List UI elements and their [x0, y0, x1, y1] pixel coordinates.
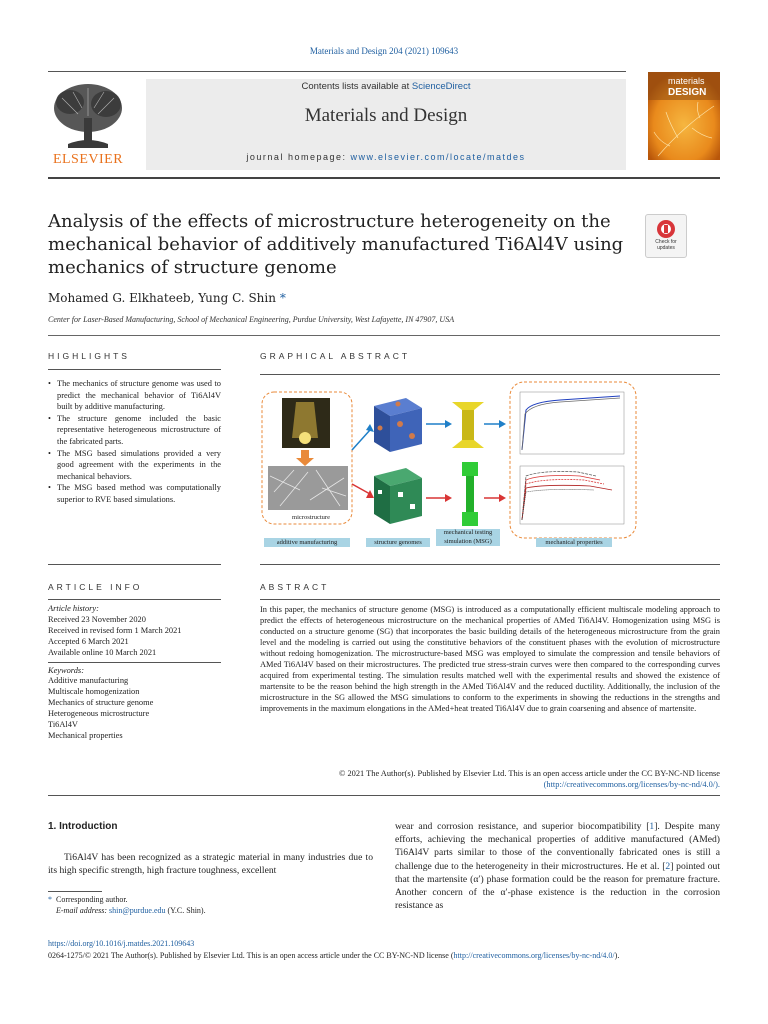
ga-label-additive-manufacturing: additive manufacturing: [264, 538, 350, 547]
highlight-item: • The mechanics of structure genome was used to predict the mechanical behavior of Ti6Al4V built by additive manufacturing.: [48, 378, 221, 413]
abstract-body: In this paper, the mechanics of structure genome (MSG) is introduced as a computationally efficient multiscale modeling approach to predict the effects of heterogeneous microstructure on the mechanical properties of AMed Ti6Al4V. Homogenization using MSG is conducted on a structure genome (SG) that incorporates the basic building details of the heterogeneous microstructure from the grain level and the modeling is carried out using the constitutive behaviors of the constituent phases with the evolution of microstructure without redoing homogenization. The microstructure-based MSG was employed to simulate the compression and tensile behaviors of AMed Ti6Al4V based on their microstructures. The predicted true stress-strain curves were then compared to the corresponding curves acquired from experimental testing. The simulation results matched well with the experimental results and showed the existence of martensite to be the reason behind the high strength in the AMed Ti6Al4V and the reduced ductility. Additionally, the inclusion of the microstructure in the SG allowed the MSG simulations to conform to the experiments in showing the reductions in the strengths and improvements in the maximum elongations in the AMed+heat treated Ti6Al4V due to grain coarsening and absence of martensite.: [260, 605, 720, 713]
doi-link[interactable]: https://doi.org/10.1016/j.matdes.2021.109643: [48, 939, 195, 948]
citation-link-2[interactable]: 2: [665, 860, 671, 872]
homepage-prefix: journal homepage:: [246, 152, 347, 162]
keyword-item: Mechanical properties: [48, 730, 123, 740]
graphical-abstract-figure[interactable]: [260, 380, 640, 552]
ga-label-mechanical-testing-1: mechanical testing: [443, 529, 493, 536]
journal-name: Materials and Design: [304, 105, 468, 126]
header-rule: [48, 71, 626, 72]
issn-end: ).: [614, 951, 620, 960]
contents-prefix: Contents lists available at: [301, 81, 410, 92]
footnote-rule: [48, 891, 102, 892]
article-info-heading: ARTICLE INFO: [48, 582, 143, 592]
copyright-text: © 2021 The Author(s). Published by Elsevier Ltd. This is an open access article under the CC BY-NC-ND license: [339, 769, 720, 778]
cover-title-1: materials: [668, 76, 705, 86]
highlight-item: • The MSG based method was computationally superior to RVE based simulations.: [48, 482, 221, 505]
highlights-list: [48, 378, 221, 506]
author-affiliation: Center for Laser-Based Manufacturing, School of Mechanical Engineering, Purdue University, West Lafayette, IN 47907, USA: [48, 315, 455, 324]
history-item: Accepted 6 March 2021: [48, 636, 129, 646]
footnote-mark: *: [48, 895, 52, 904]
author-names: Mohamed G. Elkhateeb, Yung C. Shin: [48, 291, 276, 305]
footnote: [48, 894, 206, 916]
check-updates-icon: [646, 217, 686, 241]
highlights-rule: [48, 369, 221, 370]
abstract-bottom-rule: [48, 795, 720, 796]
ga-label-mechanical-properties: mechanical properties: [536, 538, 612, 547]
header-divider: [48, 177, 720, 179]
check-for-updates-button[interactable]: [645, 214, 687, 258]
graphical-abstract-heading: GRAPHICAL ABSTRACT: [260, 351, 411, 361]
footnote-email-line: [56, 905, 206, 916]
highlights-heading: HIGHLIGHTS: [48, 351, 130, 361]
abstract-heading: ABSTRACT: [260, 582, 330, 592]
article-info: [48, 604, 228, 742]
history-item: Available online 10 March 2021: [48, 647, 157, 657]
graphical-abstract-bottom-rule: [260, 564, 720, 565]
email-label: E-mail address:: [56, 906, 108, 915]
check-updates-label: Check for updates: [655, 239, 677, 251]
introduction-column-2: [395, 820, 720, 912]
homepage-line: [146, 152, 626, 162]
intro-text-a: wear and corrosion resistance, and superior biocompatibility [: [395, 821, 650, 832]
history-item: Received in revised form 1 March 2021: [48, 625, 182, 635]
abstract-rule: [260, 599, 720, 600]
keywords-divider: [48, 662, 221, 663]
email-link[interactable]: shin@purdue.edu: [109, 906, 166, 915]
highlight-item: • The structure genome included the basic representative heterogeneous microstructure of the fabricated parts.: [48, 413, 221, 448]
keyword-item: Ti6Al4V: [48, 720, 78, 730]
ga-label-mechanical-testing-2: simulation (MSG): [444, 537, 492, 545]
ga-label-structure-genomes: structure genomes: [366, 538, 430, 547]
keywords-label: Keywords:: [48, 665, 84, 675]
highlights-bottom-rule: [48, 564, 221, 565]
corresponding-author-mark[interactable]: *: [279, 291, 286, 305]
intro-text-b: ]. Despite many efforts, achieving the mechanical properties of additive manufactured (AMed) Ti6Al4V parts similar to those of the conventionally fabricated ones is still a challenge due to the heterogeneity in their microstructures. He et al. [: [395, 821, 721, 872]
intro-text-c: ] pointed out that the martensite (α′) phase formation could be the reason for premature fracture. Another concern of the α′-phase existence is the reduction in the corrosion resistance as: [395, 860, 721, 912]
citation-link-1[interactable]: 1: [649, 821, 655, 832]
author-list: [48, 291, 286, 305]
graphical-abstract-drawing: [260, 380, 640, 552]
elsevier-wordmark: ELSEVIER: [52, 152, 124, 167]
homepage-link[interactable]: www.elsevier.com/locate/matdes: [350, 152, 526, 162]
issn-text: 0264-1275/© 2021 The Author(s). Published by Elsevier Ltd. This is an open access article under the CC BY-NC-ND license (: [48, 951, 454, 960]
abstract-copyright: [260, 768, 720, 790]
license-link[interactable]: (http://creativecommons.org/licenses/by-nc-nd/4.0/).: [543, 780, 720, 789]
sciencedirect-link[interactable]: ScienceDirect: [411, 81, 471, 92]
keyword-item: Additive manufacturing: [48, 676, 129, 686]
keyword-item: Heterogeneous microstructure: [48, 709, 150, 719]
footnote-line: Corresponding author.: [56, 895, 128, 904]
keyword-item: Multiscale homogenization: [48, 687, 140, 697]
history-label: Article history:: [48, 604, 99, 613]
ga-label-mechanical-testing: [436, 529, 500, 546]
keyword-item: Mechanics of structure genome: [48, 698, 154, 708]
journal-reference[interactable]: Materials and Design 204 (2021) 109643: [309, 46, 459, 56]
introduction-heading: 1. Introduction: [48, 821, 118, 832]
footer-license-link[interactable]: http://creativecommons.org/licenses/by-nc-nd/4.0/: [453, 951, 615, 960]
issn-line: [48, 951, 720, 960]
article-info-rule: [48, 599, 221, 600]
ga-label-microstructure: microstructure: [286, 513, 336, 522]
introduction-paragraph: Ti6Al4V has been recognized as a strategic material in many industries due to its high specific strength, high fracture toughness, excellent: [48, 852, 373, 876]
article-title: Analysis of the effects of microstructure heterogeneity on the mechanical behavior of additively manufactured Ti6Al4V using mechanics of structure genome: [48, 211, 624, 278]
highlight-item: • The MSG based simulations provided a very good agreement with the experiments in the mechanical behaviors.: [48, 448, 221, 483]
journal-cover-image[interactable]: [648, 72, 720, 160]
cover-title-2: DESIGN: [668, 87, 707, 98]
email-suffix: (Y.C. Shin).: [167, 906, 206, 915]
affiliation-divider: [48, 335, 720, 336]
history-item: Received 23 November 2020: [48, 614, 146, 624]
graphical-abstract-rule: [260, 374, 720, 375]
contents-line: [146, 81, 626, 92]
